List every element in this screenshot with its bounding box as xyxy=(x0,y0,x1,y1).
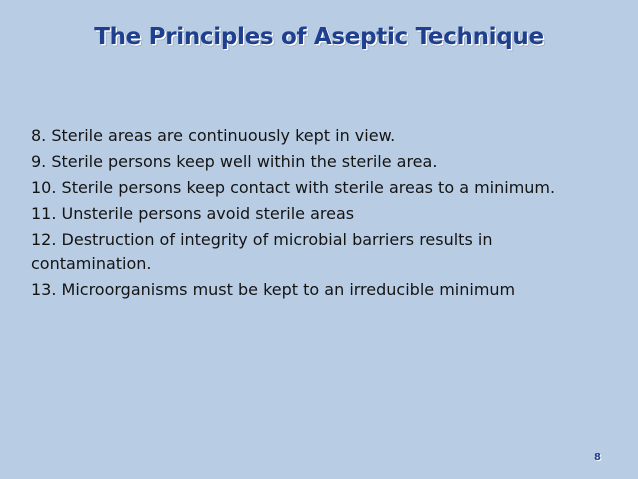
page-number: 8 xyxy=(594,452,601,463)
slide-title: The Principles of Aseptic Technique xyxy=(94,24,544,50)
list-item: 13. Microorganisms must be kept to an irreducible minimum xyxy=(31,280,516,299)
list-item: 10. Sterile persons keep contact with sterile areas to a minimum. xyxy=(31,178,556,197)
list-item: 12. Destruction of integrity of microbial barriers results in contamination. xyxy=(31,230,493,273)
list-item: 9. Sterile persons keep well within the sterile area. xyxy=(31,152,438,171)
list-item: 8. Sterile areas are continuously kept in view. xyxy=(31,126,396,145)
list-item: 11. Unsterile persons avoid sterile areas xyxy=(31,204,355,223)
principles-list xyxy=(31,124,611,304)
